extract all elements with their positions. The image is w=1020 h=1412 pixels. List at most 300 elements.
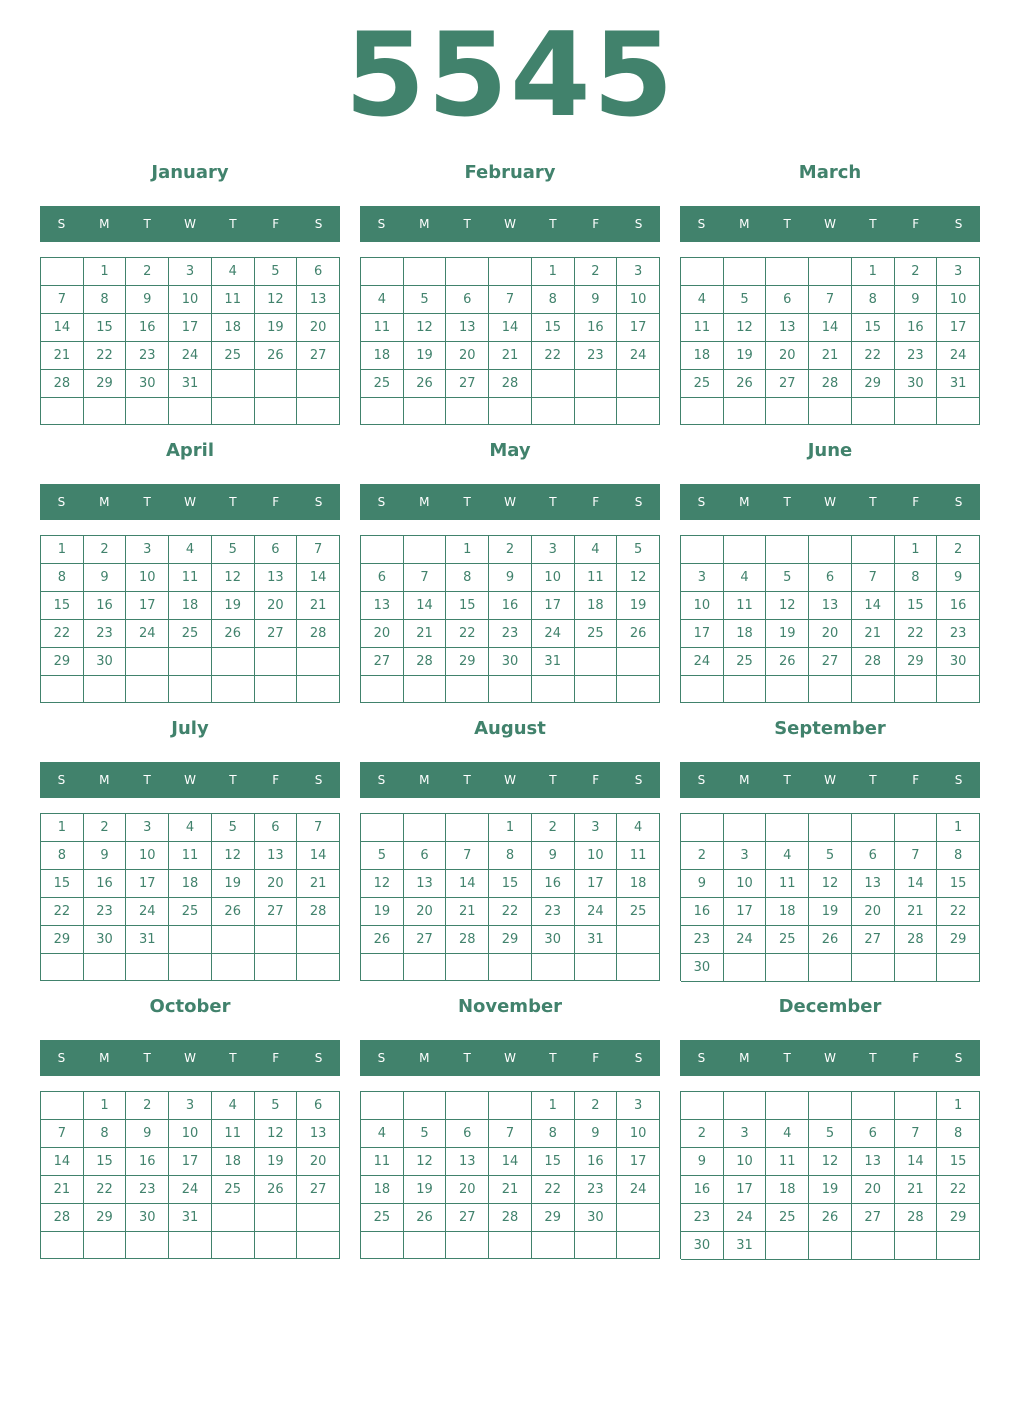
day-cell: 9 <box>575 286 618 314</box>
day-cell: 31 <box>126 926 169 954</box>
day-cell: 2 <box>937 536 980 564</box>
day-cell: 4 <box>766 842 809 870</box>
day-cell: 14 <box>895 870 938 898</box>
weekday-label: T <box>143 495 151 509</box>
day-cell: 17 <box>724 898 767 926</box>
day-cell: 27 <box>255 620 298 648</box>
day-cell: 29 <box>84 1204 127 1232</box>
day-cell: 6 <box>255 814 298 842</box>
month-name: December <box>778 996 882 1017</box>
day-cell: 27 <box>809 648 852 676</box>
day-cell: 27 <box>446 370 489 398</box>
empty-day-cell <box>126 676 169 703</box>
day-cell: 7 <box>489 1120 532 1148</box>
day-cell: 24 <box>575 898 618 926</box>
day-cell: 7 <box>895 842 938 870</box>
day-cell: 8 <box>84 286 127 314</box>
day-cell: 16 <box>84 592 127 620</box>
empty-day-cell <box>212 926 255 954</box>
day-cell: 17 <box>681 620 724 648</box>
weekday-label: T <box>229 495 237 509</box>
day-cell: 26 <box>255 1176 298 1204</box>
empty-day-cell <box>255 676 298 703</box>
day-grid <box>40 257 340 425</box>
day-cell: 24 <box>169 342 212 370</box>
empty-day-cell <box>532 676 575 703</box>
day-cell: 10 <box>169 1120 212 1148</box>
day-cell: 4 <box>575 536 618 564</box>
day-cell: 12 <box>766 592 809 620</box>
day-cell: 4 <box>361 1120 404 1148</box>
day-cell: 11 <box>169 842 212 870</box>
day-cell: 18 <box>169 870 212 898</box>
day-cell: 6 <box>446 286 489 314</box>
weekday-header <box>40 484 340 520</box>
day-cell: 16 <box>126 1148 169 1176</box>
empty-day-cell <box>766 398 809 425</box>
day-cell: 14 <box>41 1148 84 1176</box>
weekday-label: M <box>99 217 110 231</box>
empty-day-cell <box>489 398 532 425</box>
day-cell: 10 <box>169 286 212 314</box>
empty-day-cell <box>41 258 84 286</box>
day-cell: 22 <box>489 898 532 926</box>
empty-day-cell <box>212 1232 255 1259</box>
empty-day-cell <box>361 1232 404 1259</box>
day-grid <box>360 1091 660 1259</box>
day-cell: 30 <box>937 648 980 676</box>
day-cell: 16 <box>575 1148 618 1176</box>
empty-day-cell <box>126 648 169 676</box>
day-cell: 26 <box>766 648 809 676</box>
day-cell: 4 <box>212 258 255 286</box>
day-cell: 10 <box>617 286 660 314</box>
empty-day-cell <box>532 954 575 981</box>
empty-day-cell <box>169 926 212 954</box>
day-cell: 18 <box>724 620 767 648</box>
month-name: August <box>474 718 546 739</box>
weekday-header <box>360 1040 660 1076</box>
day-cell: 13 <box>809 592 852 620</box>
day-cell: 12 <box>404 1148 447 1176</box>
day-cell: 7 <box>297 536 340 564</box>
day-cell: 6 <box>297 1092 340 1120</box>
weekday-label: M <box>99 1051 110 1065</box>
weekday-label: M <box>419 773 430 787</box>
day-cell: 19 <box>809 898 852 926</box>
empty-day-cell <box>361 676 404 703</box>
month-name: September <box>774 718 886 739</box>
day-cell: 15 <box>937 1148 980 1176</box>
weekday-label: S <box>57 495 66 509</box>
weekday-label: M <box>419 217 430 231</box>
day-cell: 16 <box>489 592 532 620</box>
day-cell: 2 <box>575 258 618 286</box>
day-cell: 4 <box>681 286 724 314</box>
day-cell: 16 <box>575 314 618 342</box>
day-cell: 15 <box>446 592 489 620</box>
weekday-label: W <box>824 495 836 509</box>
empty-day-cell <box>489 258 532 286</box>
weekday-label: S <box>954 495 963 509</box>
day-cell: 30 <box>681 1232 724 1260</box>
day-cell: 11 <box>575 564 618 592</box>
day-cell: 11 <box>212 1120 255 1148</box>
weekday-label: W <box>824 773 836 787</box>
empty-day-cell <box>84 1232 127 1259</box>
day-cell: 11 <box>212 286 255 314</box>
day-cell: 23 <box>532 898 575 926</box>
day-cell: 7 <box>489 286 532 314</box>
day-cell: 24 <box>937 342 980 370</box>
empty-day-cell <box>212 398 255 425</box>
day-cell: 15 <box>895 592 938 620</box>
empty-day-cell <box>404 814 447 842</box>
day-cell: 13 <box>766 314 809 342</box>
empty-day-cell <box>724 536 767 564</box>
day-cell: 3 <box>937 258 980 286</box>
day-cell: 28 <box>895 926 938 954</box>
weekday-label: S <box>634 495 643 509</box>
empty-day-cell <box>84 954 127 981</box>
month-name: March <box>798 162 862 183</box>
day-cell: 26 <box>809 1204 852 1232</box>
day-cell: 3 <box>724 1120 767 1148</box>
empty-day-cell <box>361 954 404 981</box>
day-cell: 30 <box>895 370 938 398</box>
weekday-label: S <box>634 1051 643 1065</box>
day-grid <box>680 813 980 981</box>
day-cell: 10 <box>937 286 980 314</box>
day-cell: 6 <box>809 564 852 592</box>
day-cell: 3 <box>575 814 618 842</box>
day-cell: 7 <box>297 814 340 842</box>
weekday-label: T <box>549 217 557 231</box>
weekday-label: T <box>229 1051 237 1065</box>
day-cell: 20 <box>809 620 852 648</box>
weekday-label: W <box>504 495 516 509</box>
empty-day-cell <box>361 536 404 564</box>
weekday-label: W <box>184 773 196 787</box>
weekday-label: T <box>783 1051 791 1065</box>
day-cell: 16 <box>937 592 980 620</box>
day-cell: 27 <box>297 1176 340 1204</box>
day-cell: 15 <box>84 1148 127 1176</box>
day-cell: 20 <box>361 620 404 648</box>
day-grid <box>680 1091 980 1259</box>
day-cell: 11 <box>617 842 660 870</box>
empty-day-cell <box>404 398 447 425</box>
empty-day-cell <box>766 814 809 842</box>
empty-day-cell <box>404 954 447 981</box>
weekday-label: T <box>143 773 151 787</box>
empty-day-cell <box>41 1092 84 1120</box>
weekday-label: S <box>57 217 66 231</box>
empty-day-cell <box>212 954 255 981</box>
weekday-label: S <box>634 773 643 787</box>
day-cell: 18 <box>361 1176 404 1204</box>
weekday-label: S <box>697 217 706 231</box>
day-cell: 1 <box>937 814 980 842</box>
day-cell: 12 <box>212 842 255 870</box>
weekday-label: W <box>824 217 836 231</box>
weekday-label: S <box>954 1051 963 1065</box>
weekday-header <box>360 206 660 242</box>
day-cell: 27 <box>255 898 298 926</box>
year-title: 5545 <box>344 8 676 143</box>
day-cell: 5 <box>809 1120 852 1148</box>
empty-day-cell <box>724 258 767 286</box>
weekday-header <box>40 206 340 242</box>
day-cell: 10 <box>575 842 618 870</box>
day-cell: 30 <box>126 1204 169 1232</box>
day-cell: 25 <box>617 898 660 926</box>
empty-day-cell <box>937 954 980 982</box>
empty-day-cell <box>41 676 84 703</box>
day-cell: 23 <box>681 926 724 954</box>
month-name: October <box>149 996 231 1017</box>
empty-day-cell <box>297 398 340 425</box>
day-cell: 6 <box>404 842 447 870</box>
day-cell: 28 <box>489 370 532 398</box>
day-cell: 29 <box>446 648 489 676</box>
day-cell: 3 <box>532 536 575 564</box>
day-cell: 11 <box>724 592 767 620</box>
empty-day-cell <box>852 954 895 982</box>
day-cell: 25 <box>361 370 404 398</box>
day-cell: 24 <box>617 1176 660 1204</box>
day-cell: 25 <box>212 342 255 370</box>
day-cell: 25 <box>169 898 212 926</box>
day-cell: 10 <box>724 1148 767 1176</box>
empty-day-cell <box>617 676 660 703</box>
weekday-label: S <box>697 1051 706 1065</box>
day-cell: 17 <box>575 870 618 898</box>
day-cell: 26 <box>404 370 447 398</box>
day-cell: 7 <box>41 1120 84 1148</box>
weekday-label: S <box>314 217 323 231</box>
day-cell: 9 <box>489 564 532 592</box>
weekday-label: T <box>783 495 791 509</box>
day-cell: 5 <box>617 536 660 564</box>
empty-day-cell <box>361 814 404 842</box>
day-cell: 26 <box>255 342 298 370</box>
day-cell: 30 <box>575 1204 618 1232</box>
weekday-label: S <box>377 495 386 509</box>
day-cell: 11 <box>681 314 724 342</box>
empty-day-cell <box>255 648 298 676</box>
day-cell: 27 <box>446 1204 489 1232</box>
day-cell: 24 <box>126 898 169 926</box>
day-cell: 2 <box>532 814 575 842</box>
day-cell: 20 <box>297 314 340 342</box>
day-cell: 16 <box>895 314 938 342</box>
day-cell: 5 <box>404 286 447 314</box>
empty-day-cell <box>361 398 404 425</box>
empty-day-cell <box>361 1092 404 1120</box>
day-cell: 30 <box>84 648 127 676</box>
day-cell: 12 <box>724 314 767 342</box>
weekday-label: F <box>592 1051 600 1065</box>
day-grid <box>680 257 980 425</box>
day-cell: 9 <box>937 564 980 592</box>
empty-day-cell <box>169 398 212 425</box>
month-name: January <box>151 162 229 183</box>
day-cell: 15 <box>532 314 575 342</box>
day-cell: 6 <box>766 286 809 314</box>
weekday-label: F <box>912 217 920 231</box>
day-cell: 21 <box>895 898 938 926</box>
weekday-label: F <box>272 495 280 509</box>
day-cell: 5 <box>809 842 852 870</box>
day-cell: 5 <box>361 842 404 870</box>
day-cell: 8 <box>852 286 895 314</box>
empty-day-cell <box>575 370 618 398</box>
day-cell: 21 <box>489 1176 532 1204</box>
day-cell: 17 <box>169 314 212 342</box>
empty-day-cell <box>809 1232 852 1260</box>
empty-day-cell <box>937 676 980 703</box>
day-cell: 24 <box>681 648 724 676</box>
weekday-label: S <box>314 773 323 787</box>
weekday-label: F <box>592 495 600 509</box>
weekday-label: T <box>463 495 471 509</box>
day-cell: 4 <box>212 1092 255 1120</box>
day-cell: 19 <box>212 870 255 898</box>
empty-day-cell <box>617 954 660 981</box>
day-cell: 1 <box>532 258 575 286</box>
empty-day-cell <box>446 1092 489 1120</box>
day-cell: 10 <box>724 870 767 898</box>
day-cell: 2 <box>681 1120 724 1148</box>
empty-day-cell <box>212 370 255 398</box>
empty-day-cell <box>724 1092 767 1120</box>
weekday-label: T <box>869 495 877 509</box>
day-cell: 1 <box>41 536 84 564</box>
month-name: April <box>165 440 215 461</box>
day-cell: 21 <box>895 1176 938 1204</box>
weekday-label: S <box>314 1051 323 1065</box>
day-cell: 4 <box>169 814 212 842</box>
weekday-header <box>40 1040 340 1076</box>
day-cell: 28 <box>41 370 84 398</box>
day-cell: 4 <box>724 564 767 592</box>
empty-day-cell <box>895 398 938 425</box>
day-cell: 3 <box>724 842 767 870</box>
day-cell: 9 <box>84 564 127 592</box>
empty-day-cell <box>169 1232 212 1259</box>
empty-day-cell <box>297 676 340 703</box>
empty-day-cell <box>895 676 938 703</box>
empty-day-cell <box>895 814 938 842</box>
day-cell: 24 <box>532 620 575 648</box>
day-cell: 9 <box>681 870 724 898</box>
day-cell: 28 <box>809 370 852 398</box>
empty-day-cell <box>489 1092 532 1120</box>
empty-day-cell <box>895 1232 938 1260</box>
day-cell: 14 <box>41 314 84 342</box>
day-cell: 27 <box>766 370 809 398</box>
empty-day-cell <box>852 1092 895 1120</box>
day-cell: 9 <box>895 286 938 314</box>
day-cell: 28 <box>489 1204 532 1232</box>
day-cell: 29 <box>41 648 84 676</box>
empty-day-cell <box>766 676 809 703</box>
weekday-label: M <box>99 773 110 787</box>
day-grid <box>360 813 660 981</box>
day-cell: 10 <box>532 564 575 592</box>
day-cell: 6 <box>446 1120 489 1148</box>
day-cell: 7 <box>852 564 895 592</box>
day-cell: 24 <box>724 1204 767 1232</box>
day-cell: 19 <box>766 620 809 648</box>
weekday-header <box>680 1040 980 1076</box>
empty-day-cell <box>617 648 660 676</box>
empty-day-cell <box>575 954 618 981</box>
empty-day-cell <box>446 398 489 425</box>
weekday-label: F <box>272 217 280 231</box>
day-grid <box>360 535 660 703</box>
empty-day-cell <box>255 398 298 425</box>
day-cell: 17 <box>937 314 980 342</box>
empty-day-cell <box>255 926 298 954</box>
weekday-label: W <box>504 1051 516 1065</box>
day-cell: 28 <box>41 1204 84 1232</box>
weekday-label: S <box>697 773 706 787</box>
weekday-label: W <box>184 217 196 231</box>
weekday-label: F <box>272 773 280 787</box>
day-cell: 13 <box>404 870 447 898</box>
weekday-header <box>680 484 980 520</box>
day-cell: 21 <box>446 898 489 926</box>
day-cell: 31 <box>169 370 212 398</box>
weekday-label: F <box>272 1051 280 1065</box>
empty-day-cell <box>852 814 895 842</box>
day-cell: 23 <box>126 342 169 370</box>
month-name: May <box>489 440 531 461</box>
weekday-label: T <box>549 495 557 509</box>
empty-day-cell <box>297 926 340 954</box>
weekday-label: M <box>739 773 750 787</box>
day-cell: 14 <box>852 592 895 620</box>
weekday-header <box>40 762 340 798</box>
day-cell: 1 <box>895 536 938 564</box>
month-name: November <box>457 996 563 1017</box>
day-cell: 11 <box>169 564 212 592</box>
day-cell: 31 <box>532 648 575 676</box>
day-cell: 17 <box>169 1148 212 1176</box>
empty-day-cell <box>809 814 852 842</box>
weekday-label: S <box>377 217 386 231</box>
day-cell: 17 <box>617 314 660 342</box>
day-cell: 17 <box>126 592 169 620</box>
day-cell: 20 <box>255 870 298 898</box>
weekday-label: M <box>739 217 750 231</box>
day-cell: 28 <box>446 926 489 954</box>
day-cell: 3 <box>126 536 169 564</box>
day-cell: 7 <box>809 286 852 314</box>
day-cell: 8 <box>84 1120 127 1148</box>
day-cell: 2 <box>126 258 169 286</box>
day-cell: 30 <box>126 370 169 398</box>
day-cell: 12 <box>809 1148 852 1176</box>
empty-day-cell <box>489 954 532 981</box>
day-grid <box>40 535 340 703</box>
day-cell: 25 <box>766 1204 809 1232</box>
day-cell: 29 <box>84 370 127 398</box>
weekday-label: W <box>184 1051 196 1065</box>
day-cell: 20 <box>446 342 489 370</box>
